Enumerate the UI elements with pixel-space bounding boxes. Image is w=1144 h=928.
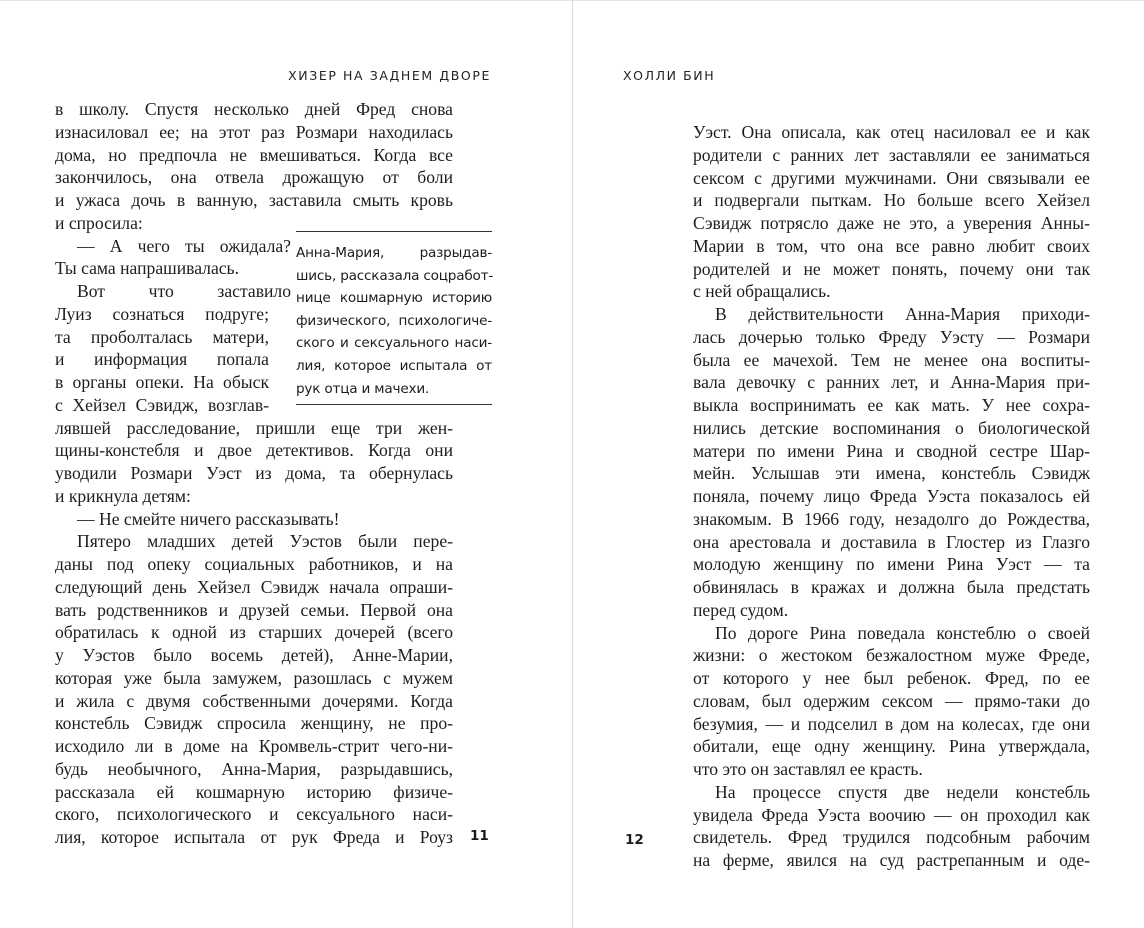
text-line: уводили Розмари Уэст из дома, та обернулась <box>55 463 453 483</box>
right-body <box>693 121 1090 872</box>
text-line: Пятеро младших детей Уэстов были пере- <box>77 531 453 552</box>
text-line: По дороге Рина поведала констеблю о своей <box>715 622 1090 643</box>
text-line: вать родственников и друзей семьи. Первой она <box>55 599 453 620</box>
text-line: и жила с двумя собственными дочерями. Когда <box>55 690 453 711</box>
left-page-body <box>55 98 453 849</box>
pull-quote-line: лия, которое испытала от <box>296 357 492 374</box>
text-line: родители с ранних лет заставляли ее заниматься <box>693 144 1090 165</box>
text-line: Ты сама напрашивалась. <box>55 258 239 279</box>
text-line: мейн. Услышав эти имена, констебль Сэвидж <box>693 463 1090 484</box>
pull-quote-line: ского и сексуального наси- <box>296 335 492 352</box>
text-line: Марии в том, что она все равно любит своих <box>693 235 1090 256</box>
text-line: лявшей расследование, пришли еще три жен- <box>55 417 453 438</box>
running-head-right: ХОЛЛИ БИН <box>623 68 716 83</box>
text-line: она арестовала и доставила в Глостер из Глазго <box>693 531 1090 552</box>
text-line: щины-констебля и двое детективов. Когда они <box>55 440 453 461</box>
text-line: констебль Сэвидж спросила женщину, не про- <box>55 713 453 734</box>
text-line: на ферме, явился на суд растрепанным и оде- <box>693 850 1090 870</box>
text-line: матери по имени Рина и сводной сестре Шар- <box>693 440 1090 461</box>
left-body-top <box>55 98 453 235</box>
text-line: та проболталась матери, <box>55 326 269 347</box>
pull-quote <box>296 231 492 405</box>
text-line: у Уэстов было восемь детей), Анне-Марии, <box>55 645 453 665</box>
text-line: вала девочку с ранних лет, и Анна-Мария при- <box>693 372 1090 393</box>
text-line: в органы опеки. На обыск <box>55 372 269 392</box>
text-line: в школу. Спустя несколько дней Фред снова <box>55 99 453 119</box>
text-line: и ужаса дочь в ванную, заставила смыть кровь <box>55 190 453 210</box>
text-line: выкла воспринимать ее как мать. У нее сохра- <box>693 395 1090 415</box>
text-line: и подвергали пыткам. Но больше всего Хейзел <box>693 190 1090 211</box>
text-line: и информация попала <box>55 349 269 370</box>
text-line: обитали, еще одну женщину. Рина утверждала, <box>693 736 1090 757</box>
text-line: В действительности Анна-Мария приходи- <box>715 304 1090 324</box>
text-line: от которого у нее был ребенок. Фред, по ее <box>693 668 1090 688</box>
text-line: и крикнула детям: <box>55 485 191 506</box>
pull-quote-line: шись, рассказала соцработ- <box>296 267 494 284</box>
text-line: закончилось, она отвела дрожащую от боли <box>55 167 453 188</box>
text-line: лия, которое испытала от рук Фреда и Роуз <box>55 827 453 847</box>
text-line: молодую женщину по имени Рина Уэст — та <box>693 554 1090 575</box>
text-line: следующий день Хейзел Сэвидж начала опраши- <box>55 576 453 597</box>
text-line: жизни: о жестоком безжалостном муже Фреде, <box>693 645 1090 666</box>
text-line: ского, психологического и сексуального наси- <box>55 804 453 825</box>
text-line: рассказала ей кошмарную историю физиче- <box>55 781 453 802</box>
text-line: Луиз сознаться подруге; <box>55 303 269 324</box>
text-line: родителей и не может понять, почему они так <box>693 258 1090 279</box>
text-line: будь необычного, Анна-Мария, разрыдавшись, <box>55 758 453 779</box>
pull-quote-line: рук отца и мачехи. <box>296 380 430 397</box>
text-line: На процессе спустя две недели констебль <box>715 781 1090 802</box>
pull-quote-text <box>296 242 492 400</box>
pull-quote-line: нице кошмарную историю <box>296 290 492 307</box>
text-line: сексом с другими мужчинами. Они связывали ее <box>693 167 1090 188</box>
text-line: даны под опеку социальных работников, и на <box>55 554 453 574</box>
text-line: безумия, — и подселил в дом на колесах, где они <box>693 713 1090 734</box>
text-line: исходило ли в доме на Кромвель-стрит чего-ни- <box>55 736 453 756</box>
text-line: — А чего ты ожидала? <box>77 235 291 256</box>
pull-quote-line: Анна-Мария, разрыдав- <box>296 245 492 261</box>
text-line: словам, был одержим сексом — прямо-таки до <box>693 690 1090 711</box>
text-line: которая уже была замужем, разошлась с мужем <box>55 667 453 688</box>
text-line: поняла, почему лицо Фреда Уэста показалось ей <box>693 486 1090 506</box>
text-line: свидетель. Фред трудился подсобным рабочим <box>693 827 1090 848</box>
left-body-bottom <box>55 417 453 849</box>
text-line: Уэст. Она описала, как отец насиловал ее и как <box>693 122 1090 142</box>
text-line: увидела Фреда Уэста воочию — он проходил как <box>693 804 1090 825</box>
text-line: с Хейзел Сэвидж, возглав- <box>55 394 269 415</box>
text-line: с ней обращались. <box>693 281 831 302</box>
page-number-left: 11 <box>470 828 489 844</box>
text-line: лась дочерью только Фреду Уэсту — Розмари <box>693 326 1090 347</box>
text-line: дома, но предпочла не вмешиваться. Когда все <box>55 144 453 165</box>
text-line: знакомым. В 1966 году, незадолго до Рождества, <box>693 508 1090 529</box>
text-line: перед судом. <box>693 599 789 620</box>
text-line: была ее мачехой. Тем не менее она воспиты- <box>693 349 1090 370</box>
right-page-body <box>693 121 1090 872</box>
text-line: нились детские воспоминания о биологической <box>693 417 1090 438</box>
text-line: что это он заставлял ее красть. <box>693 759 923 779</box>
right-page <box>573 0 1144 928</box>
text-line: обратилась к одной из старших дочерей (всего <box>55 622 453 643</box>
text-line: изнасиловал ее; на этот раз Розмари находилась <box>55 121 453 142</box>
text-line: Сэвидж потрясло даже не это, а уверения Анны- <box>693 213 1090 233</box>
text-line: обвинялась в кражах и должна была предстать <box>693 577 1090 597</box>
pull-quote-line: физического, психологиче- <box>296 312 492 329</box>
page-number-right: 12 <box>625 832 644 848</box>
running-head-left: ХИЗЕР НА ЗАДНЕМ ДВОРЕ <box>288 68 491 83</box>
text-line: Вот что заставило <box>77 281 291 301</box>
text-line: и спросила: <box>55 212 143 233</box>
text-line: — Не смейте ничего рассказывать! <box>77 508 340 529</box>
